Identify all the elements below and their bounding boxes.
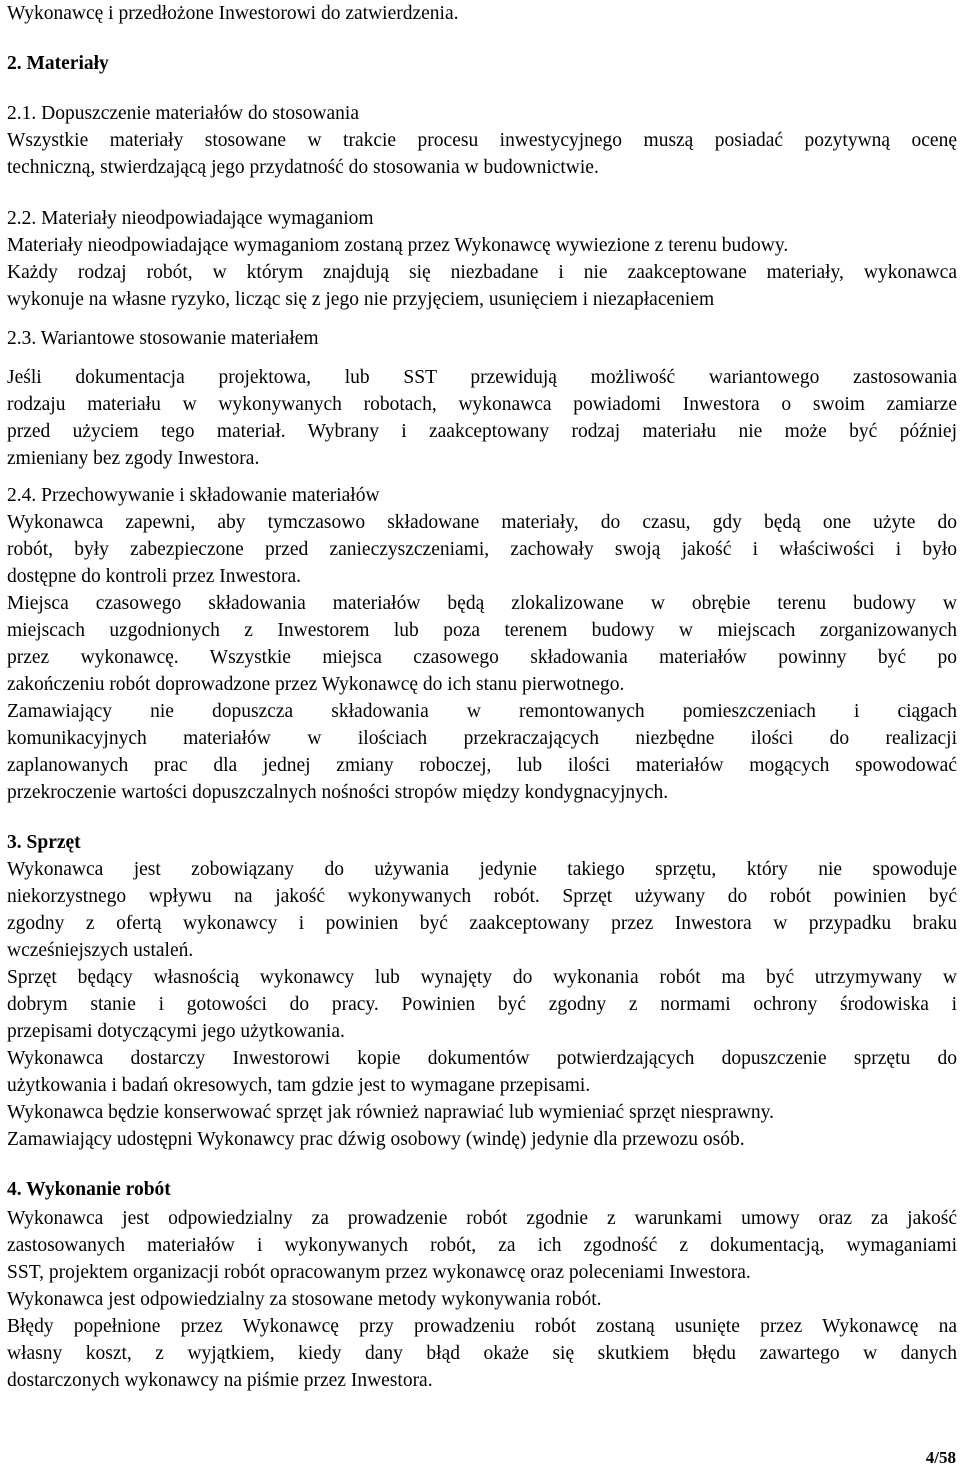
spacer (7, 181, 957, 205)
intro-line: Wykonawcę i przedłożone Inwestorowi do zatwierdzenia. (7, 3, 459, 24)
paragraph-line: robót, były zabezpieczone przed zanieczyszczeniami, zachowały swoją jakość i właściwości i było (7, 539, 957, 560)
paragraph-line: Każdy rodzaj robót, w którym znajdują się niezbadane i nie zaakceptowane materiały, wykonawca (7, 262, 957, 283)
paragraph-line: Wykonawca jest odpowiedzialny za prowadzenie robót zgodnie z warunkami umowy oraz za jakość (7, 1208, 957, 1229)
paragraph-line: przekroczenie wartości dopuszczalnych nośności stropów między kondygnacyjnych. (7, 782, 669, 803)
subsection-2-3-title: 2.3. Wariantowe stosowanie materiałem (7, 328, 319, 349)
spacer (7, 806, 957, 829)
subsection-2-1 (7, 100, 957, 181)
paragraph-line: przed użyciem tego materiał. Wybrany i zaakceptowany rodzaj materiału nie może być później (7, 421, 957, 442)
paragraph-line: Wykonawca zapewni, aby tymczasowo składowane materiały, do czasu, gdy będą one użyte do (7, 512, 957, 533)
paragraph-line: miejscach uzgodnionych z Inwestorem lub poza terenem budowy w miejscach zorganizowanych (7, 620, 957, 641)
paragraph-line: zmieniany bez zgody Inwestora. (7, 448, 260, 469)
paragraph-line: Sprzęt będący własnością wykonawcy lub wynajęty do wykonania robót ma być utrzymywany w (7, 967, 957, 988)
paragraph-line: Zamawiający nie dopuszcza składowania w remontowanych pomieszczeniach i ciągach (7, 701, 957, 722)
paragraph-line: użytkowania i badań okresowych, tam gdzie jest to wymagane przepisami. (7, 1075, 591, 1096)
subsection-2-1-title: 2.1. Dopuszczenie materiałów do stosowania (7, 103, 359, 124)
paragraph-line: Błędy popełnione przez Wykonawcę przy prowadzeniu robót zostaną usunięte przez Wykonawcę na (7, 1316, 957, 1337)
section-4-heading: 4. Wykonanie robót (7, 1179, 171, 1200)
spacer (7, 77, 957, 100)
subsection-2-4-title: 2.4. Przechowywanie i składowanie materiałów (7, 485, 380, 506)
paragraph-line: zakończeniu robót doprowadzone przez Wykonawcę do ich stanu pierwotnego. (7, 674, 625, 695)
subsection-2-4 (7, 482, 957, 806)
spacer (7, 472, 957, 482)
section-3 (7, 829, 957, 1153)
paragraph-line: własny koszt, z wyjątkiem, kiedy dany błąd okaże się skutkiem błędu zawartego w danych (7, 1343, 957, 1364)
paragraph-line: Wszystkie materiały stosowane w trakcie procesu inwestycyjnego muszą posiadać pozytywną ocenę (7, 130, 957, 151)
paragraph-line: Wykonawca będzie konserwować sprzęt jak również naprawiać lub wymieniać sprzęt niesprawny. (7, 1102, 774, 1123)
paragraph-line: techniczną, stwierdzającą jego przydatność do stosowania w budownictwie. (7, 157, 599, 178)
paragraph-line: Zamawiający udostępni Wykonawcy prac dźwig osobowy (windę) jedynie dla przewozu osób. (7, 1129, 745, 1150)
subsection-2-2 (7, 205, 957, 313)
document-page (7, 0, 957, 1394)
subsection-2-2-title: 2.2. Materiały nieodpowiadające wymaganiom (7, 208, 374, 229)
paragraph-line: dostępne do kontroli przez Inwestora. (7, 566, 302, 587)
paragraph-line: zaplanowanych prac dla jednej zmiany roboczej, lub ilości materiałów mogących spowodować (7, 755, 957, 776)
page-number: 4/58 (925, 1448, 956, 1467)
paragraph-line: przez wykonawcę. Wszystkie miejsca czasowego składowania materiałów powinny być po (7, 647, 957, 668)
paragraph-line: wykonuje na własne ryzyko, licząc się z jego nie przyjęciem, usunięciem i niezapłaceniem (7, 289, 715, 310)
paragraph-line: Miejsca czasowego składowania materiałów będą zlokalizowane w obrębie terenu budowy w (7, 593, 957, 614)
paragraph-line: komunikacyjnych materiałów w ilościach przekraczających niezbędne ilości do realizacji (7, 728, 957, 749)
paragraph-line: zgodny z ofertą wykonawcy i powinien być zaakceptowany przez Inwestora w przypadku braku (7, 913, 957, 934)
spacer (7, 352, 957, 364)
section-3-heading: 3. Sprzęt (7, 832, 81, 853)
paragraph-line: dostarczonych wykonawcy na piśmie przez Inwestora. (7, 1370, 433, 1391)
paragraph-line: zastosowanych materiałów i wykonywanych robót, za ich zgodność z dokumentacją, wymaganiami (7, 1235, 957, 1256)
paragraph-line: dobrym stanie i gotowości do pracy. Powinien być zgodny z normami ochrony środowiska i (7, 994, 957, 1015)
paragraph-line: wcześniejszych ustaleń. (7, 940, 194, 961)
subsection-2-3 (7, 325, 957, 472)
paragraph-line: SST, projektem organizacji robót opracowanym przez wykonawcę oraz poleceniami Inwestora. (7, 1262, 751, 1283)
section-4 (7, 1176, 957, 1394)
paragraph-line: Wykonawca jest zobowiązany do używania jedynie takiego sprzętu, który nie spowoduje (7, 859, 957, 880)
paragraph-line: Wykonawca dostarczy Inwestorowi kopie dokumentów potwierdzających dopuszczenie sprzętu do (7, 1048, 957, 1069)
paragraph-line: Wykonawca jest odpowiedzialny za stosowane metody wykonywania robót. (7, 1289, 602, 1310)
paragraph-line: Materiały nieodpowiadające wymaganiom zostaną przez Wykonawcę wywiezione z terenu budowy. (7, 235, 789, 256)
paragraph-line: Jeśli dokumentacja projektowa, lub SST przewidują możliwość wariantowego zastosowania (7, 367, 957, 388)
spacer (7, 1153, 957, 1176)
paragraph-line: przepisami dotyczącymi jego użytkowania. (7, 1021, 345, 1042)
section-2-heading: 2. Materiały (7, 53, 109, 74)
paragraph-line: rodzaju materiału w wykonywanych robotach, wykonawca powiadomi Inwestora o swoim zamiarze (7, 394, 957, 415)
spacer (7, 313, 957, 325)
spacer (7, 27, 957, 50)
paragraph-line: niekorzystnego wpływu na jakość wykonywanych robót. Sprzęt używany do robót powinien być (7, 886, 957, 907)
